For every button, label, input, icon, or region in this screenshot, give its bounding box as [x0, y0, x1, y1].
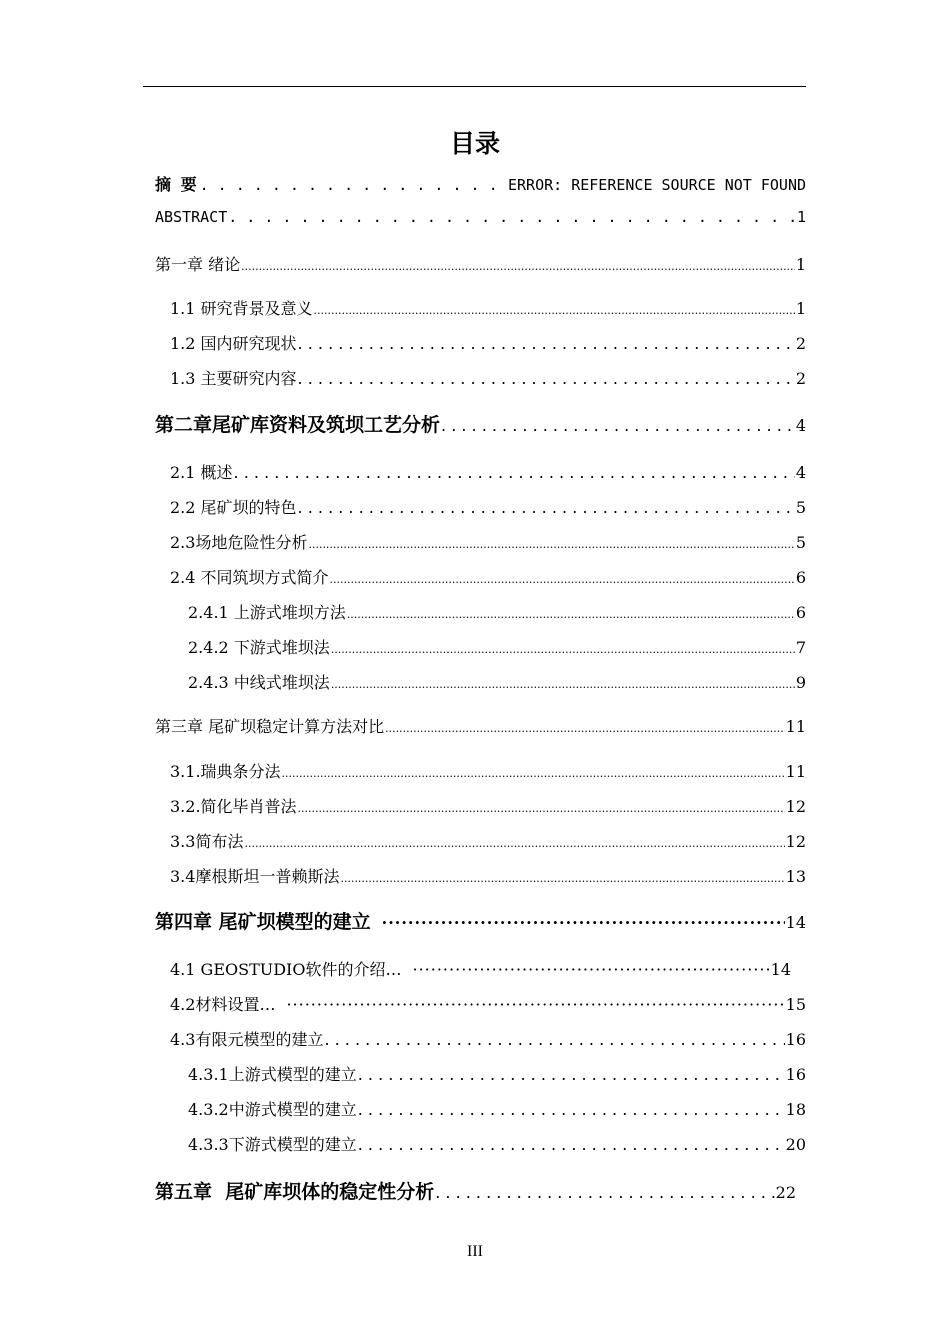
toc-entry-1-3[interactable]	[170, 366, 806, 389]
toc-entry-page: 16	[785, 1065, 806, 1084]
toc-leader	[358, 1065, 785, 1084]
toc-leader	[382, 913, 785, 932]
toc-leader	[358, 1135, 785, 1154]
toc-entry-label: 2.4.1 上游式堆坝方法	[188, 603, 346, 622]
toc-entry-2-4-3[interactable]	[188, 670, 806, 693]
toc-entry-2-2[interactable]	[170, 495, 806, 518]
toc-entry-chapter-4[interactable]	[155, 907, 806, 934]
toc-leader	[298, 797, 785, 816]
toc-entry-label: 1.1 研究背景及意义	[170, 299, 313, 318]
toc-entry-page: 11	[785, 717, 806, 736]
toc-leader	[298, 498, 795, 517]
toc-leader	[331, 638, 795, 657]
toc-entry-label: 第四章 尾矿坝模型的建立	[155, 911, 371, 933]
toc-leader	[308, 533, 794, 552]
toc-entry-3-4[interactable]	[170, 864, 806, 887]
toc-entry-page: 14	[770, 960, 791, 979]
toc-entry-label: 2.1 概述	[170, 463, 233, 482]
toc-entry-chapter-3[interactable]	[155, 714, 806, 737]
toc-leader	[314, 299, 795, 318]
toc-entry-label: 4.3.2中游式模型的建立	[188, 1100, 357, 1119]
toc-entry-4-3-1[interactable]	[188, 1062, 806, 1085]
toc-entry-page: 1	[796, 208, 806, 226]
toc-leader	[298, 369, 795, 388]
toc-entry-label: 1.3 主要研究内容	[170, 369, 297, 388]
toc-entry-1-2[interactable]	[170, 331, 806, 354]
toc-leader	[441, 416, 795, 435]
toc-entry-label: 第一章 绪论	[155, 255, 241, 274]
toc-leader	[324, 1030, 784, 1049]
toc-entry-page: 22	[775, 1183, 796, 1202]
toc-leader	[435, 1183, 774, 1202]
toc-entry-label: 4.3.1上游式模型的建立	[188, 1065, 357, 1084]
toc-entry-2-3[interactable]	[170, 530, 806, 553]
toc-entry-2-4-2[interactable]	[188, 635, 806, 658]
toc-leader	[282, 762, 785, 781]
toc-entry-2-4[interactable]	[170, 565, 806, 588]
toc-leader	[340, 867, 784, 886]
toc-leader	[358, 1100, 785, 1119]
toc-leader	[330, 568, 795, 587]
page-number: III	[467, 1243, 483, 1260]
toc-entry-page: 5	[795, 498, 806, 517]
toc-entry-page: 12	[785, 797, 806, 816]
toc-entry-3-1[interactable]	[170, 759, 806, 782]
toc-entry-page: 5	[795, 533, 806, 552]
toc-entry-page: 14	[785, 913, 806, 932]
toc-entry-label: 4.3.3下游式模型的建立	[188, 1135, 357, 1154]
toc-entry-3-3[interactable]	[170, 829, 806, 852]
toc-entry-label: 第三章 尾矿坝稳定计算方法对比	[155, 717, 385, 736]
toc-entry-label: 2.4.3 中线式堆坝法	[188, 673, 330, 692]
toc-entry-4-3-2[interactable]	[188, 1097, 806, 1120]
toc-leader	[347, 603, 795, 622]
toc-entry-abstract-cn[interactable]	[155, 172, 806, 195]
toc-entry-label: 3.4摩根斯坦一普赖斯法	[170, 867, 340, 886]
toc-entry-label: ABSTRACT	[155, 208, 228, 226]
toc-entry-4-2[interactable]	[170, 992, 806, 1015]
toc-entry-label: 4.1 GEOSTUDIO软件的介绍…	[170, 960, 402, 979]
toc-entry-label: 2.3场地危险性分析	[170, 533, 308, 552]
toc-entry-page: 13	[785, 867, 806, 886]
toc-entry-page: 15	[785, 995, 806, 1014]
toc-entry-2-4-1[interactable]	[188, 600, 806, 623]
toc-entry-chapter-5[interactable]	[155, 1177, 796, 1204]
toc-entry-page: 7	[795, 638, 806, 657]
toc-entry-3-2[interactable]	[170, 794, 806, 817]
toc-entry-label: 2.2 尾矿坝的特色	[170, 498, 297, 517]
toc-entry-4-1[interactable]	[170, 957, 791, 980]
toc-entry-page: 4	[795, 416, 806, 435]
toc-entry-page: 20	[785, 1135, 806, 1154]
toc-entry-4-3-3[interactable]	[188, 1132, 806, 1155]
toc-entry-chapter-1[interactable]	[155, 252, 806, 275]
toc-entry-page: 2	[795, 369, 806, 388]
toc-entry-label: 摘 要	[155, 175, 199, 194]
toc-entry-label: 3.3简布法	[170, 832, 244, 851]
toc-leader	[200, 176, 507, 194]
toc-entry-page: 18	[785, 1100, 806, 1119]
toc-entry-page: 16	[785, 1030, 806, 1049]
toc-entry-page: 4	[795, 463, 806, 482]
toc-title: 目录	[449, 129, 500, 158]
toc-entry-label: 第五章 尾矿库坝体的稳定性分析	[155, 1181, 435, 1203]
toc-entry-page: 1	[795, 255, 806, 274]
toc-entry-abstract[interactable]	[155, 208, 806, 226]
toc-leader	[228, 208, 796, 226]
toc-leader	[234, 463, 795, 482]
toc-entry-2-1[interactable]	[170, 460, 806, 483]
toc-entry-page: 11	[785, 762, 806, 781]
toc-leader	[331, 673, 795, 692]
toc-entry-page: 6	[795, 568, 806, 587]
toc-entry-label: 3.1.瑞典条分法	[170, 762, 281, 781]
toc-entry-1-1[interactable]	[170, 296, 806, 319]
toc-entry-chapter-2[interactable]	[155, 410, 806, 437]
toc-entry-label: 3.2.简化毕肖普法	[170, 797, 297, 816]
toc-entry-page: 6	[795, 603, 806, 622]
toc-leader	[244, 832, 784, 851]
header-rule	[143, 86, 806, 87]
toc-entry-page: ERROR: REFERENCE SOURCE NOT FOUND	[507, 176, 806, 194]
toc-leader	[413, 960, 770, 979]
toc-leader	[241, 255, 795, 274]
toc-entry-page: 2	[795, 334, 806, 353]
toc-leader	[286, 995, 784, 1014]
toc-entry-4-3[interactable]	[170, 1027, 806, 1050]
toc-leader	[298, 334, 795, 353]
toc-entry-page: 12	[785, 832, 806, 851]
toc-entry-label: 第二章尾矿库资料及筑坝工艺分析	[155, 414, 441, 436]
toc-entry-label: 4.3有限元模型的建立	[170, 1030, 324, 1049]
toc-entry-label: 1.2 国内研究现状	[170, 334, 297, 353]
toc-entry-page: 1	[795, 299, 806, 318]
toc-entry-label: 2.4 不同筑坝方式简介	[170, 568, 329, 587]
toc-entry-label: 2.4.2 下游式堆坝法	[188, 638, 330, 657]
toc-entry-label: 4.2材料设置…	[170, 995, 276, 1014]
toc-entry-page: 9	[795, 673, 806, 692]
toc-leader	[385, 717, 785, 736]
